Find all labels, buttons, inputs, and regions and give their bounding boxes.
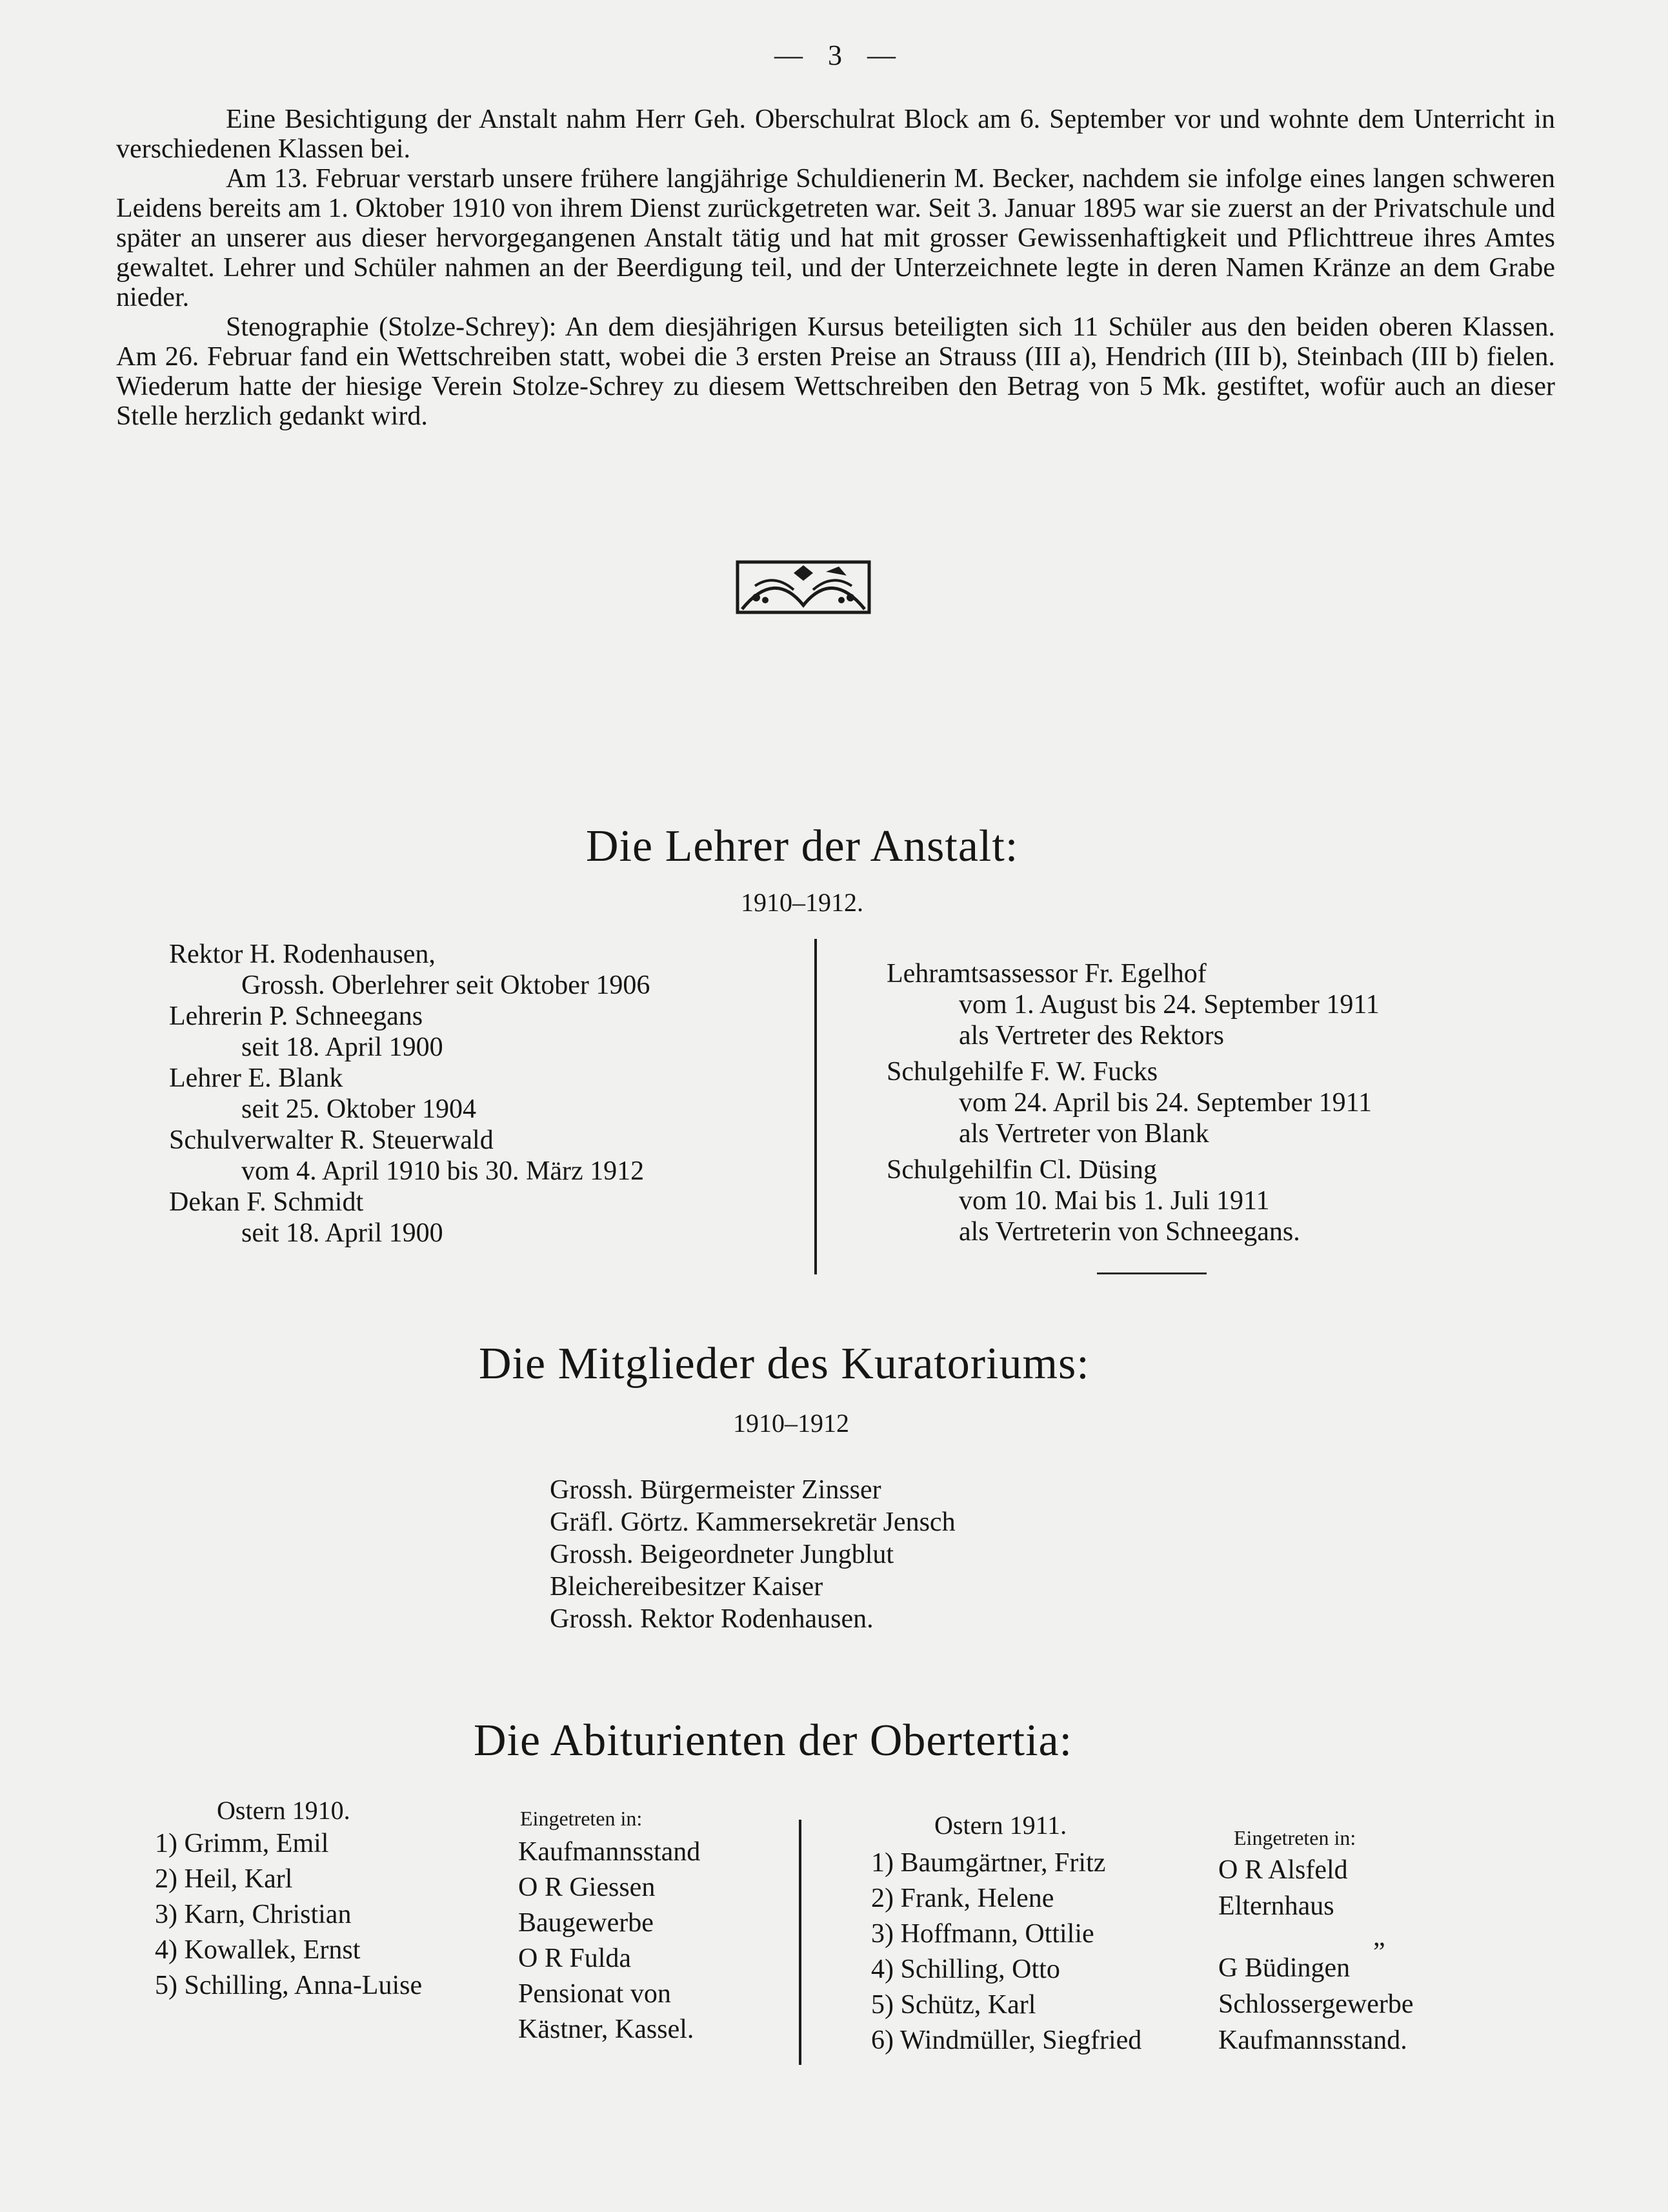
ostern-1911-destinations bbox=[1218, 1852, 1413, 2058]
student-entry: 2) Heil, Karl bbox=[155, 1864, 293, 1894]
teacher-name: Schulgehilfe F. W. Fucks bbox=[887, 1057, 1158, 1087]
kuratorium-member: Grossh. Bürgermeister Zinsser bbox=[550, 1475, 881, 1505]
student-entry: 2) Frank, Helene bbox=[871, 1884, 1054, 1913]
destination-entry: Kaufmannsstand bbox=[518, 1837, 701, 1867]
teacher-name: Dekan F. Schmidt bbox=[169, 1187, 364, 1217]
intro-paragraphs bbox=[116, 105, 1555, 431]
destination-entry: Pensionat von bbox=[518, 1979, 671, 2009]
teachers-years: 1910–1912. bbox=[741, 888, 863, 917]
teacher-detail: vom 4. April 1910 bis 30. März 1912 bbox=[241, 1156, 645, 1186]
eingetreten-label-1910: Eingetreten in: bbox=[520, 1807, 643, 1830]
student-entry: 6) Windmüller, Siegfried bbox=[871, 2026, 1142, 2055]
destination-entry: O R Fulda bbox=[518, 1944, 632, 1973]
destination-entry: „ bbox=[1373, 1922, 1385, 1952]
student-entry: 1) Baumgärtner, Fritz bbox=[871, 1848, 1106, 1878]
student-entry: 3) Karn, Christian bbox=[155, 1900, 352, 1929]
destination-entry: G Büdingen bbox=[1218, 1953, 1351, 1983]
teacher-name: Lehrer E. Blank bbox=[169, 1063, 343, 1093]
teacher-detail: seit 25. Oktober 1904 bbox=[241, 1094, 476, 1124]
teachers-heading: Die Lehrer der Anstalt: bbox=[586, 821, 1019, 871]
teacher-name: Rektor H. Rodenhausen, bbox=[169, 940, 436, 969]
end-rule bbox=[1097, 1272, 1207, 1274]
teacher-name: Schulverwalter R. Steuerwald bbox=[169, 1125, 494, 1155]
teacher-detail: vom 1. August bis 24. September 1911 bbox=[959, 990, 1380, 1020]
eingetreten-label-1911: Eingetreten in: bbox=[1234, 1826, 1356, 1849]
student-entry: 4) Schilling, Otto bbox=[871, 1955, 1060, 1984]
destination-entry: Schlossergewerbe bbox=[1218, 1989, 1414, 2019]
paragraph-besichtigung: Eine Besichtigung der Anstalt nahm Herr Geh. Oberschulrat Block am 6. September vor und wohnte dem Unterricht in verschiedenen Klassen bei. bbox=[116, 105, 1555, 164]
teachers-right-column bbox=[887, 958, 1380, 1247]
kuratorium-member: Gräfl. Görtz. Kammersekretär Jensch bbox=[550, 1507, 956, 1537]
student-entry: 5) Schilling, Anna-Luise bbox=[155, 1971, 423, 2000]
ostern-1910-title: Ostern 1910. bbox=[217, 1796, 350, 1825]
teacher-detail: als Vertreterin von Schneegans. bbox=[959, 1217, 1300, 1247]
teacher-name: Lehrerin P. Schneegans bbox=[169, 1001, 423, 1031]
teacher-name: Lehramtsassessor Fr. Egelhof bbox=[887, 959, 1207, 989]
teacher-detail: vom 24. April bis 24. September 1911 bbox=[959, 1088, 1372, 1118]
teacher-name: Schulgehilfin Cl. Düsing bbox=[887, 1155, 1157, 1185]
ostern-1910-destinations bbox=[518, 1835, 700, 2047]
teacher-detail: seit 18. April 1900 bbox=[241, 1032, 443, 1062]
student-entry: 3) Hoffmann, Ottilie bbox=[871, 1919, 1094, 1949]
teachers-left-column bbox=[169, 939, 650, 1249]
destination-entry: Kaufmannsstand. bbox=[1218, 2026, 1407, 2055]
destination-entry: Baugewerbe bbox=[518, 1908, 654, 1938]
kuratorium-member: Bleichereibesitzer Kaiser bbox=[550, 1572, 823, 1602]
page-number: — 3 — bbox=[774, 39, 905, 71]
kuratorium-member: Grossh. Beigeordneter Jungblut bbox=[550, 1540, 894, 1569]
teacher-detail: vom 10. Mai bis 1. Juli 1911 bbox=[959, 1186, 1270, 1216]
kuratorium-years: 1910–1912 bbox=[733, 1409, 849, 1438]
student-entry: 1) Grimm, Emil bbox=[155, 1829, 329, 1858]
student-entry: 4) Kowallek, Ernst bbox=[155, 1935, 361, 1965]
kuratorium-member: Grossh. Rektor Rodenhausen. bbox=[550, 1604, 874, 1634]
abiturienten-heading: Die Abiturienten der Obertertia: bbox=[474, 1716, 1073, 1765]
student-entry: 5) Schütz, Karl bbox=[871, 1990, 1036, 2020]
ornament-icon bbox=[736, 560, 871, 614]
kuratorium-members bbox=[550, 1474, 956, 1635]
destination-entry: Elternhaus bbox=[1218, 1891, 1334, 1921]
destination-entry: O R Alsfeld bbox=[1218, 1855, 1348, 1885]
ostern-1911-title: Ostern 1911. bbox=[934, 1811, 1067, 1840]
column-divider bbox=[814, 939, 817, 1274]
kuratorium-heading: Die Mitglieder des Kuratoriums: bbox=[479, 1339, 1090, 1389]
destination-entry: O R Giessen bbox=[518, 1873, 656, 1902]
paragraph-stenographie: Stenographie (Stolze-Schrey): An dem diesjährigen Kursus beteiligten sich 11 Schüler aus den beiden oberen Klassen. Am 26. Februar fand ein Wettschreiben statt, wobei die 3 ersten Preise an Strauss (III a), Hendrich (III b), Steinbach (III b) fielen. Wiederum hatte der hiesige Verein Stolze-Schrey zu diesem Wettschreiben den Betrag von 5 Mk. gestiftet, wofür auch an dieser Stelle herzlich gedankt wird. bbox=[116, 312, 1555, 431]
ostern-1910-students bbox=[155, 1826, 422, 2004]
teacher-detail: als Vertreter von Blank bbox=[959, 1119, 1209, 1149]
column-divider bbox=[799, 1820, 801, 2065]
destination-entry: Kästner, Kassel. bbox=[518, 2015, 694, 2044]
teacher-detail: als Vertreter des Rektors bbox=[959, 1021, 1224, 1051]
ostern-1911-students bbox=[871, 1845, 1141, 2058]
teacher-detail: Grossh. Oberlehrer seit Oktober 1906 bbox=[241, 970, 650, 1000]
teacher-detail: seit 18. April 1900 bbox=[241, 1218, 443, 1248]
paragraph-becker: Am 13. Februar verstarb unsere frühere langjährige Schuldienerin M. Becker, nachdem sie infolge eines langen schweren Leidens bereits am 1. Oktober 1910 von ihrem Dienst zurückgetreten war. Seit 3. Januar 1895 war sie zuerst an der Privatschule und später an unserer aus dieser hervorgegangenen Anstalt tätig und hat mit grosser Gewissenhaftigkeit und Pflichttreue ihres Amtes gewaltet. Lehrer und Schüler nahmen an der Beerdigung teil, und der Unterzeichnete legte in deren Namen Kränze an dem Grabe nieder. bbox=[116, 164, 1555, 312]
